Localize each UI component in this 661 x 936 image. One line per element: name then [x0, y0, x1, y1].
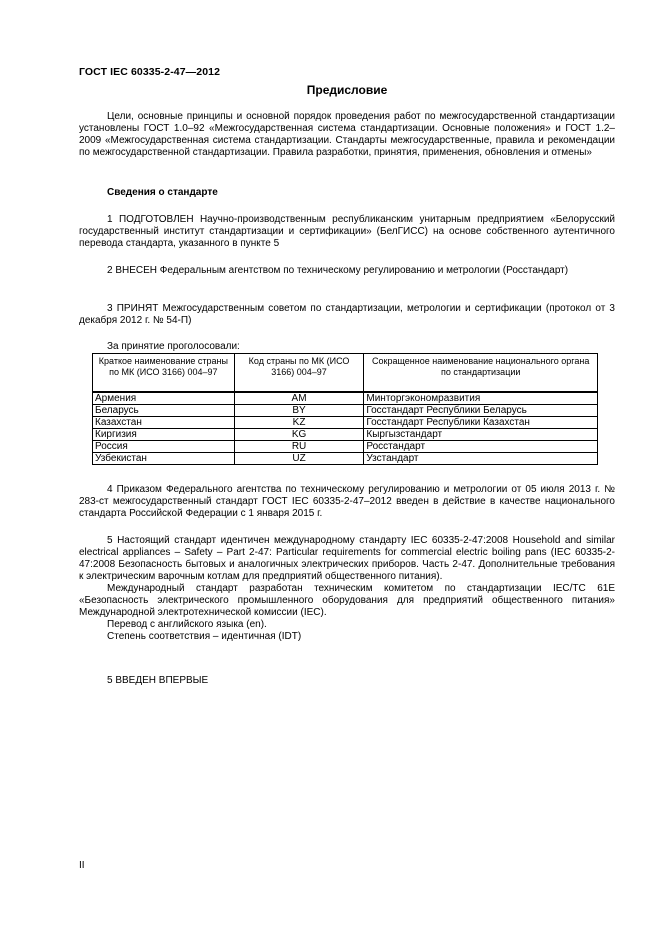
item-2-paragraph: 2 ВНЕСЕН Федеральным агентством по техническому регулированию и метрологии (Росстандарт) — [107, 265, 569, 276]
info-heading: Сведения о стандарте — [107, 187, 218, 198]
country-name: Киргизия — [93, 429, 235, 441]
item-4-paragraph: 4 Приказом Федерального агентства по техническому регулированию и метрологии от 05 июля 2013 г. № 283-ст межгосударственный стандарт ГОСТ IEC 60335-2-47–2012 введен в действие в качестве национального стандарта Российской Федерации с 1 января 2015 г. — [79, 484, 615, 519]
header-country-name: Краткое наименование страны по МК (ИСО 3166) 004–97 — [93, 354, 235, 393]
country-code: UZ — [234, 453, 364, 465]
item-6-paragraph: 5 ВВЕДЕН ВПЕРВЫЕ — [107, 675, 209, 686]
country-name: Беларусь — [93, 405, 235, 417]
votes-label: За принятие проголосовали: — [107, 341, 240, 352]
votes-table — [92, 353, 598, 465]
page-title: Предисловие — [306, 83, 388, 97]
national-body: Росстандарт — [364, 441, 598, 453]
country-name: Армения — [93, 392, 235, 405]
item-5-section — [79, 535, 615, 643]
item-5-paragraph-2: Международный стандарт разработан техническим комитетом по стандартизации IEC/TC 61E «Безопасность электрического промышленного оборудования для предприятий общественного питания» Международной электротехнической комиссии (IEC). — [79, 583, 615, 618]
table-row — [93, 405, 598, 417]
country-name: Россия — [93, 441, 235, 453]
page-number: II — [79, 860, 85, 871]
national-body: Минторгэкономразвития — [364, 392, 598, 405]
table-row — [93, 417, 598, 429]
national-body: Узстандарт — [364, 453, 598, 465]
header-national-body: Сокращенное наименование национального органа по стандартизации — [364, 354, 598, 393]
national-body: Кыргызстандарт — [364, 429, 598, 441]
item-5-paragraph-3: Перевод с английского языка (en). — [107, 619, 267, 630]
table-row — [93, 429, 598, 441]
national-body: Госстандарт Республики Казахстан — [364, 417, 598, 429]
header-country-code: Код страны по МК (ИСО 3166) 004–97 — [234, 354, 364, 393]
item-5-paragraph-1: 5 Настоящий стандарт идентичен международному стандарту IEC 60335-2-47:2008 Household and similar electrical appliances – Safety – Part 2-47: Particular requirements for commercial electric boiling pans (IEC 60335-2-47:2008 Безопасность бытовых и аналогичных электрических приборов. Часть 2-47. Дополнительные требования к электрическим варочным котлам для предприятий общественного питания). — [79, 535, 615, 582]
item-3-paragraph: 3 ПРИНЯТ Межгосударственным советом по стандартизации, метрологии и сертификации (протокол от 3 декабря 2012 г. № 54-П) — [79, 303, 615, 326]
intro-paragraph: Цели, основные принципы и основной порядок проведения работ по межгосударственной стандартизации установлены ГОСТ 1.0–92 «Межгосударственная система стандартизации. Основные положения» и ГОСТ 1.2–2009 «Межгосударственная система стандартизации. Стандарты межгосударственные, правила и рекомендации по межгосударственной стандартизации. Правила разработки, принятия, применения, обновления и отмены» — [79, 111, 615, 158]
votes-table-header — [93, 354, 598, 393]
item-5-paragraph-4: Степень соответствия – идентичная (IDT) — [107, 631, 302, 642]
country-code: AM — [234, 392, 364, 405]
table-row — [93, 453, 598, 465]
table-row — [93, 441, 598, 453]
country-code: BY — [234, 405, 364, 417]
national-body: Госстандарт Республики Беларусь — [364, 405, 598, 417]
country-code: KG — [234, 429, 364, 441]
document-code: ГОСТ IEC 60335-2-47—2012 — [79, 66, 221, 78]
country-code: RU — [234, 441, 364, 453]
table-row — [93, 392, 598, 405]
country-name: Узбекистан — [93, 453, 235, 465]
country-code: KZ — [234, 417, 364, 429]
country-name: Казахстан — [93, 417, 235, 429]
item-1-paragraph: 1 ПОДГОТОВЛЕН Научно-производственным республиканским унитарным предприятием «Белорусский государственный институт стандартизации и сертификации» (БелГИСС) на основе собственного аутентичного перевода стандарта, указанного в пункте 5 — [79, 214, 615, 249]
